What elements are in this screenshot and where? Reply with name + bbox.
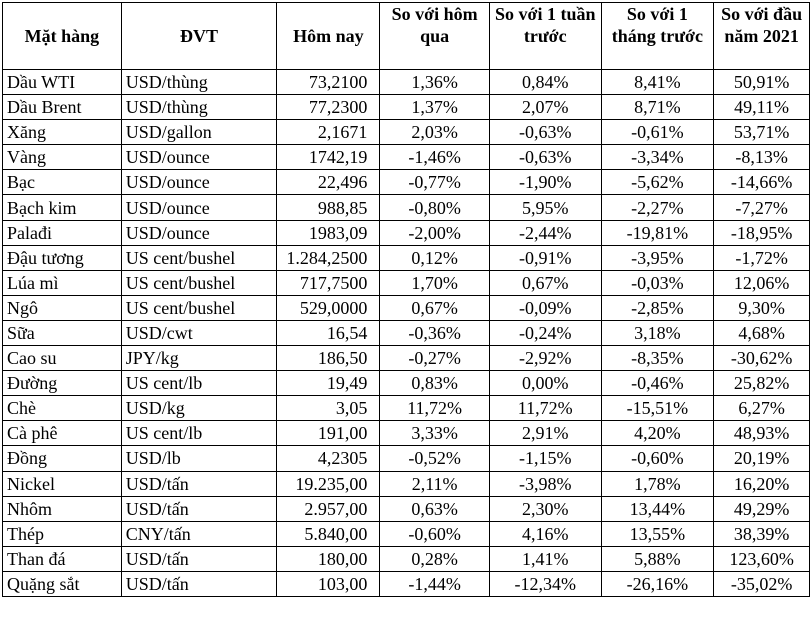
cell-unit: CNY/tấn [121,521,277,546]
cell-vs-yesterday: 0,63% [380,496,490,521]
table-row [3,245,810,270]
cell-item: Nickel [3,471,122,496]
cell-vs-week: -0,63% [489,145,601,170]
cell-item: Đậu tương [3,245,122,270]
table-row [3,270,810,295]
cell-vs-month: -26,16% [601,571,714,596]
cell-vs-year-start: 53,71% [714,120,810,145]
header-vs-week: So với 1 tuần trước [489,3,601,70]
cell-vs-yesterday: -1,46% [380,145,490,170]
cell-vs-week: -2,92% [489,346,601,371]
cell-today: 3,05 [277,396,380,421]
cell-vs-week: 2,07% [489,95,601,120]
cell-vs-yesterday: 0,28% [380,546,490,571]
cell-vs-week: -0,63% [489,120,601,145]
cell-vs-week: 0,00% [489,371,601,396]
cell-vs-week: -12,34% [489,571,601,596]
cell-today: 16,54 [277,320,380,345]
cell-today: 1742,19 [277,145,380,170]
commodity-price-table-container [2,2,810,597]
cell-vs-year-start: 12,06% [714,270,810,295]
cell-vs-yesterday: 1,70% [380,270,490,295]
cell-vs-year-start: 4,68% [714,320,810,345]
cell-vs-week: -1,15% [489,446,601,471]
cell-vs-week: -2,44% [489,220,601,245]
cell-today: 529,0000 [277,295,380,320]
cell-vs-yesterday: 1,37% [380,95,490,120]
table-row [3,471,810,496]
cell-vs-month: -2,85% [601,295,714,320]
cell-unit: US cent/bushel [121,295,277,320]
cell-unit: USD/cwt [121,320,277,345]
table-row [3,371,810,396]
cell-vs-week: 2,91% [489,421,601,446]
cell-vs-month: -8,35% [601,346,714,371]
cell-vs-yesterday: -0,27% [380,346,490,371]
cell-vs-month: -0,03% [601,270,714,295]
cell-vs-week: 4,16% [489,521,601,546]
cell-today: 988,85 [277,195,380,220]
cell-unit: USD/tấn [121,546,277,571]
cell-vs-year-start: -14,66% [714,170,810,195]
cell-unit: USD/tấn [121,496,277,521]
cell-unit: US cent/bushel [121,270,277,295]
cell-unit: US cent/bushel [121,245,277,270]
cell-vs-month: 8,71% [601,95,714,120]
header-vs-year-start: So với đầu năm 2021 [714,3,810,70]
cell-vs-yesterday: 0,67% [380,295,490,320]
cell-vs-year-start: 48,93% [714,421,810,446]
header-row [3,3,810,70]
cell-item: Xăng [3,120,122,145]
cell-vs-year-start: 20,19% [714,446,810,471]
cell-today: 1983,09 [277,220,380,245]
cell-vs-year-start: 16,20% [714,471,810,496]
cell-vs-yesterday: 2,11% [380,471,490,496]
cell-vs-month: -15,51% [601,396,714,421]
table-row [3,70,810,95]
cell-vs-month: 13,44% [601,496,714,521]
table-row [3,396,810,421]
cell-vs-week: -0,91% [489,245,601,270]
cell-vs-year-start: -8,13% [714,145,810,170]
cell-vs-year-start: -18,95% [714,220,810,245]
cell-today: 19.235,00 [277,471,380,496]
cell-unit: USD/ounce [121,220,277,245]
cell-item: Than đá [3,546,122,571]
cell-vs-year-start: -1,72% [714,245,810,270]
cell-vs-year-start: 123,60% [714,546,810,571]
cell-vs-year-start: 38,39% [714,521,810,546]
cell-vs-month: 4,20% [601,421,714,446]
cell-item: Quặng sắt [3,571,122,596]
cell-today: 191,00 [277,421,380,446]
cell-vs-yesterday: -0,80% [380,195,490,220]
table-row [3,496,810,521]
cell-vs-month: -0,61% [601,120,714,145]
cell-vs-year-start: 6,27% [714,396,810,421]
cell-vs-week: -0,09% [489,295,601,320]
table-row [3,320,810,345]
cell-unit: USD/kg [121,396,277,421]
table-row [3,521,810,546]
cell-vs-week: 0,84% [489,70,601,95]
header-item: Mặt hàng [3,3,122,70]
cell-vs-week: -1,90% [489,170,601,195]
cell-item: Đồng [3,446,122,471]
cell-item: Đường [3,371,122,396]
cell-item: Thép [3,521,122,546]
cell-unit: US cent/lb [121,421,277,446]
cell-vs-yesterday: 3,33% [380,421,490,446]
cell-today: 2,1671 [277,120,380,145]
cell-item: Lúa mì [3,270,122,295]
cell-today: 73,2100 [277,70,380,95]
cell-unit: USD/ounce [121,170,277,195]
cell-vs-yesterday: 2,03% [380,120,490,145]
cell-item: Palađi [3,220,122,245]
cell-item: Ngô [3,295,122,320]
cell-item: Cà phê [3,421,122,446]
cell-vs-year-start: 25,82% [714,371,810,396]
cell-vs-month: 1,78% [601,471,714,496]
cell-vs-year-start: 49,29% [714,496,810,521]
cell-vs-yesterday: 0,12% [380,245,490,270]
table-row [3,120,810,145]
header-vs-month: So với 1 tháng trước [601,3,714,70]
table-row [3,421,810,446]
cell-vs-month: 8,41% [601,70,714,95]
commodity-price-table [2,2,810,597]
cell-today: 19,49 [277,371,380,396]
table-row [3,295,810,320]
cell-today: 5.840,00 [277,521,380,546]
cell-today: 186,50 [277,346,380,371]
cell-item: Cao su [3,346,122,371]
cell-vs-week: 1,41% [489,546,601,571]
table-row [3,170,810,195]
cell-vs-month: 13,55% [601,521,714,546]
cell-vs-year-start: -7,27% [714,195,810,220]
cell-today: 22,496 [277,170,380,195]
cell-vs-year-start: 49,11% [714,95,810,120]
cell-vs-week: -3,98% [489,471,601,496]
cell-vs-month: -3,34% [601,145,714,170]
cell-today: 180,00 [277,546,380,571]
cell-unit: USD/tấn [121,571,277,596]
cell-item: Bạch kim [3,195,122,220]
cell-item: Bạc [3,170,122,195]
header-today: Hôm nay [277,3,380,70]
cell-vs-yesterday: -0,60% [380,521,490,546]
cell-today: 1.284,2500 [277,245,380,270]
cell-vs-month: -19,81% [601,220,714,245]
cell-today: 77,2300 [277,95,380,120]
cell-item: Vàng [3,145,122,170]
cell-vs-month: 5,88% [601,546,714,571]
cell-vs-yesterday: -1,44% [380,571,490,596]
header-unit: ĐVT [121,3,277,70]
cell-vs-week: 11,72% [489,396,601,421]
cell-vs-yesterday: 0,83% [380,371,490,396]
cell-vs-month: -2,27% [601,195,714,220]
cell-vs-month: -0,60% [601,446,714,471]
cell-unit: USD/thùng [121,70,277,95]
cell-vs-week: 2,30% [489,496,601,521]
cell-today: 717,7500 [277,270,380,295]
table-row [3,145,810,170]
cell-vs-yesterday: 1,36% [380,70,490,95]
cell-vs-yesterday: -0,52% [380,446,490,471]
cell-item: Nhôm [3,496,122,521]
cell-vs-yesterday: -2,00% [380,220,490,245]
cell-unit: USD/thùng [121,95,277,120]
cell-vs-year-start: -35,02% [714,571,810,596]
cell-unit: JPY/kg [121,346,277,371]
cell-today: 4,2305 [277,446,380,471]
cell-vs-yesterday: -0,77% [380,170,490,195]
cell-vs-year-start: 9,30% [714,295,810,320]
cell-vs-yesterday: -0,36% [380,320,490,345]
cell-today: 2.957,00 [277,496,380,521]
table-row [3,95,810,120]
cell-vs-yesterday: 11,72% [380,396,490,421]
cell-vs-month: -0,46% [601,371,714,396]
table-row [3,446,810,471]
cell-vs-month: -3,95% [601,245,714,270]
table-row [3,346,810,371]
cell-unit: USD/lb [121,446,277,471]
cell-item: Dầu WTI [3,70,122,95]
table-row [3,195,810,220]
cell-today: 103,00 [277,571,380,596]
cell-vs-year-start: -30,62% [714,346,810,371]
cell-item: Sữa [3,320,122,345]
cell-unit: USD/ounce [121,145,277,170]
cell-item: Chè [3,396,122,421]
table-row [3,220,810,245]
header-vs-yesterday: So với hôm qua [380,3,490,70]
table-body [3,70,810,597]
cell-unit: US cent/lb [121,371,277,396]
cell-vs-year-start: 50,91% [714,70,810,95]
cell-item: Dầu Brent [3,95,122,120]
cell-unit: USD/tấn [121,471,277,496]
cell-vs-month: 3,18% [601,320,714,345]
cell-unit: USD/ounce [121,195,277,220]
cell-vs-week: 5,95% [489,195,601,220]
cell-unit: USD/gallon [121,120,277,145]
cell-vs-month: -5,62% [601,170,714,195]
cell-vs-week: -0,24% [489,320,601,345]
cell-vs-week: 0,67% [489,270,601,295]
table-row [3,546,810,571]
table-row [3,571,810,596]
